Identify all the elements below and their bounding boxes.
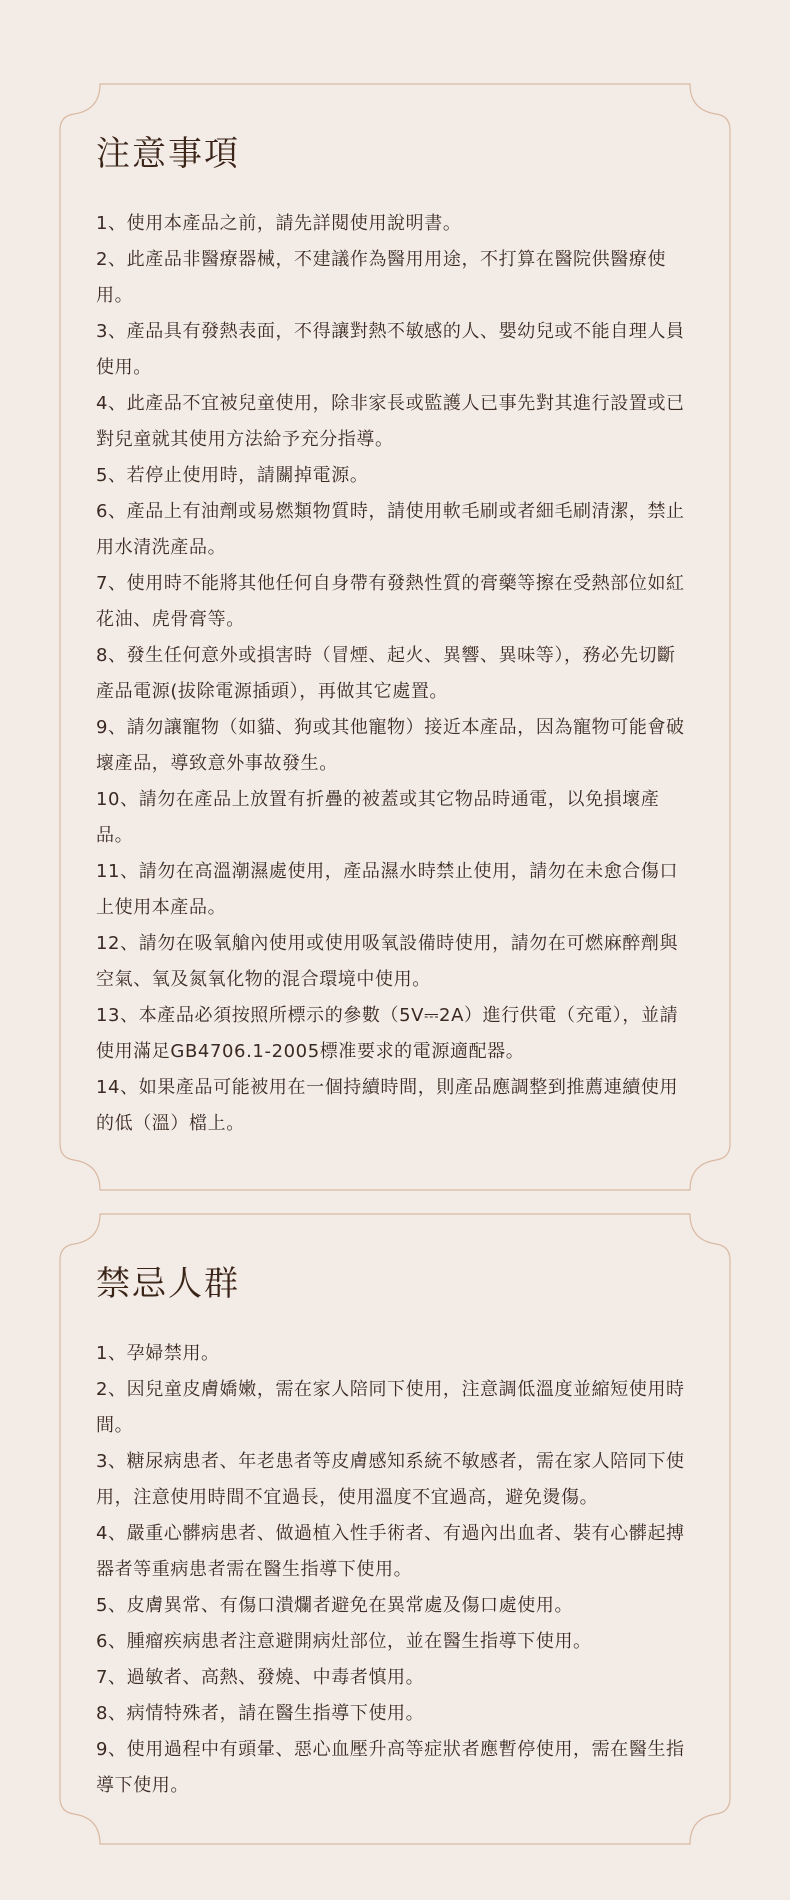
list-item: 1、使用本產品之前，請先詳閱使用說明書。 [96, 213, 462, 234]
list-item: 8、發生任何意外或損害時（冒煙、起火、異響、異味等），務必先切斷產品電源(拔除電源插頭），再做其它處置。 [96, 645, 676, 702]
list-item: 7、過敏者、高熱、發燒、中毒者慎用。 [96, 1667, 425, 1688]
list-item: 6、腫瘤疾病患者注意避開病灶部位，並在醫生指導下使用。 [96, 1631, 592, 1652]
precautions-list [96, 206, 690, 1142]
list-item: 4、此產品不宜被兒童使用，除非家長或監護人已事先對其進行設置或已對兒童就其使用方法給予充分指導。 [96, 393, 685, 450]
section-title: 注意事項 [96, 134, 240, 174]
list-item: 14、如果產品可能被用在一個持續時間，則產品應調整到推薦連續使用的低（溫）檔上。 [96, 1077, 679, 1134]
list-item: 3、產品具有發熱表面，不得讓對熱不敏感的人、嬰幼兒或不能自理人員使用。 [96, 321, 685, 378]
list-item: 5、若停止使用時，請關掉電源。 [96, 465, 369, 486]
list-item: 12、請勿在吸氧艙內使用或使用吸氧設備時使用，請勿在可燃麻醉劑與空氣、氧及氮氧化物的混合環境中使用。 [96, 933, 679, 990]
precautions-card [60, 84, 730, 1190]
list-item: 3、糖尿病患者、年老患者等皮膚感知系統不敏感者，需在家人陪同下使用，注意使用時間不宜過長，使用溫度不宜過高，避免燙傷。 [96, 1451, 685, 1508]
list-item: 8、病情特殊者，請在醫生指導下使用。 [96, 1703, 425, 1724]
list-item: 5、皮膚異常、有傷口潰爛者避免在異常處及傷口處使用。 [96, 1595, 574, 1616]
list-item: 7、使用時不能將其他任何自身帶有發熱性質的膏藥等擦在受熱部位如紅花油、虎骨膏等。 [96, 573, 685, 630]
list-item: 9、使用過程中有頭暈、惡心血壓升高等症狀者應暫停使用，需在醫生指導下使用。 [96, 1739, 685, 1796]
section-title: 禁忌人群 [96, 1264, 240, 1304]
list-item: 6、產品上有油劑或易燃類物質時，請使用軟毛刷或者細毛刷清潔，禁止用水清洗產品。 [96, 501, 685, 558]
list-item: 13、本產品必須按照所標示的參數（5V⎓2A）進行供電（充電），並請使用滿足GB4706.1-2005標准要求的電源適配器。 [96, 1005, 679, 1062]
contraindications-list [96, 1336, 690, 1804]
list-item: 10、請勿在產品上放置有折疊的被蓋或其它物品時通電，以免損壞產品。 [96, 789, 660, 846]
list-item: 1、孕婦禁用。 [96, 1343, 220, 1364]
list-item: 4、嚴重心髒病患者、做過植入性手術者、有過內出血者、裝有心髒起搏器者等重病患者需在醫生指導下使用。 [96, 1523, 685, 1580]
list-item: 9、請勿讓寵物（如貓、狗或其他寵物）接近本產品，因為寵物可能會破壞產品，導致意外事故發生。 [96, 717, 685, 774]
list-item: 11、請勿在高溫潮濕處使用，產品濕水時禁止使用，請勿在未愈合傷口上使用本產品。 [96, 861, 679, 918]
list-item: 2、此產品非醫療器械，不建議作為醫用用途，不打算在醫院供醫療使用。 [96, 249, 667, 306]
contraindications-card [60, 1214, 730, 1844]
list-item: 2、因兒童皮膚嬌嫩，需在家人陪同下使用，注意調低溫度並縮短使用時間。 [96, 1379, 685, 1436]
